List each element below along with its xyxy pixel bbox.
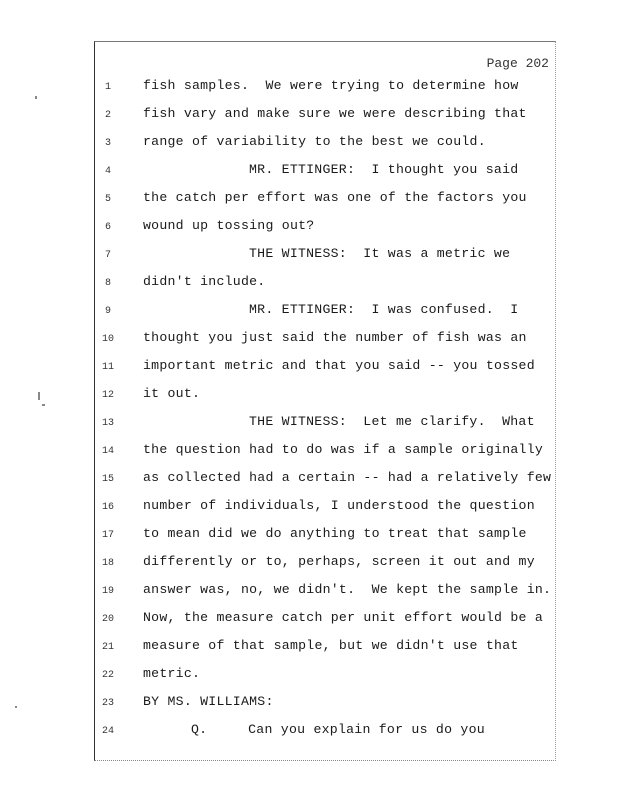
transcript-line — [95, 498, 557, 526]
line-number: 12 — [101, 390, 114, 401]
line-text: answer was, no, we didn't. We kept the sample in. — [143, 582, 552, 597]
line-text: Q. Can you explain for us do you — [191, 722, 485, 737]
transcript-line — [95, 722, 557, 750]
line-number: 14 — [101, 446, 114, 457]
line-number: 15 — [101, 474, 114, 485]
transcript-line — [95, 274, 557, 302]
transcript-line — [95, 638, 557, 666]
transcript-line — [95, 218, 557, 246]
line-text: to mean did we do anything to treat that sample — [143, 526, 527, 541]
transcript-line — [95, 358, 557, 386]
line-text: important metric and that you said -- you tossed — [143, 358, 535, 373]
page-number: Page 202 — [486, 56, 549, 71]
transcript-line — [95, 526, 557, 554]
line-number: 2 — [104, 110, 111, 121]
transcript-line — [95, 134, 557, 162]
line-text: THE WITNESS: It was a metric we — [249, 246, 511, 261]
scan-speck — [38, 392, 40, 400]
line-number: 13 — [101, 418, 114, 429]
transcript-line — [95, 554, 557, 582]
line-number: 17 — [101, 530, 114, 541]
line-number: 23 — [101, 698, 114, 709]
transcript-line — [95, 694, 557, 722]
line-number: 8 — [104, 278, 111, 289]
line-text: Now, the measure catch per unit effort would be a — [143, 610, 544, 625]
line-number: 7 — [104, 250, 111, 261]
transcript-line — [95, 470, 557, 498]
line-text: metric. — [143, 666, 201, 681]
transcript-line — [95, 610, 557, 638]
transcript-line — [95, 442, 557, 470]
line-text: BY MS. WILLIAMS: — [143, 694, 274, 709]
transcript-line — [95, 162, 557, 190]
line-text: didn't include. — [143, 274, 266, 289]
line-text: fish vary and make sure we were describing that — [143, 106, 527, 121]
line-number: 18 — [101, 558, 114, 569]
transcript-line — [95, 330, 557, 358]
transcript-line — [95, 666, 557, 694]
line-text: as collected had a certain -- had a relatively few — [143, 470, 552, 485]
line-number: 6 — [104, 222, 111, 233]
line-text: the question had to do was if a sample originally — [143, 442, 544, 457]
line-text: thought you just said the number of fish was an — [143, 330, 527, 345]
line-number: 21 — [101, 642, 114, 653]
line-number: 9 — [104, 306, 111, 317]
line-number: 16 — [101, 502, 114, 513]
line-text: number of individuals, I understood the question — [143, 498, 535, 513]
line-text: range of variability to the best we could. — [143, 134, 486, 149]
line-text: it out. — [143, 386, 201, 401]
transcript-line — [95, 386, 557, 414]
line-text: measure of that sample, but we didn't use that — [143, 638, 519, 653]
line-number: 10 — [101, 334, 114, 345]
line-text: MR. ETTINGER: I thought you said — [249, 162, 519, 177]
scan-speck — [15, 706, 17, 708]
line-number: 24 — [101, 726, 114, 737]
transcript-line — [95, 414, 557, 442]
line-text: wound up tossing out? — [143, 218, 315, 233]
line-number: 4 — [104, 166, 111, 177]
scan-speck — [35, 96, 37, 99]
line-number: 1 — [104, 82, 111, 93]
transcript-line — [95, 106, 557, 134]
line-number: 3 — [104, 138, 111, 149]
transcript-line — [95, 246, 557, 274]
line-text: THE WITNESS: Let me clarify. What — [249, 414, 535, 429]
line-number: 20 — [101, 614, 114, 625]
line-number: 22 — [101, 670, 114, 681]
line-text: differently or to, perhaps, screen it out and my — [143, 554, 535, 569]
transcript-line — [95, 302, 557, 330]
transcript-page — [94, 41, 556, 761]
line-number: 19 — [101, 586, 114, 597]
transcript-line — [95, 78, 557, 106]
transcript-line — [95, 190, 557, 218]
line-text: MR. ETTINGER: I was confused. I — [249, 302, 519, 317]
line-number: 5 — [104, 194, 111, 205]
line-text: fish samples. We were trying to determine how — [143, 78, 519, 93]
transcript-line — [95, 582, 557, 610]
line-text: the catch per effort was one of the factors you — [143, 190, 527, 205]
line-number: 11 — [101, 362, 114, 373]
scan-speck — [42, 404, 45, 406]
